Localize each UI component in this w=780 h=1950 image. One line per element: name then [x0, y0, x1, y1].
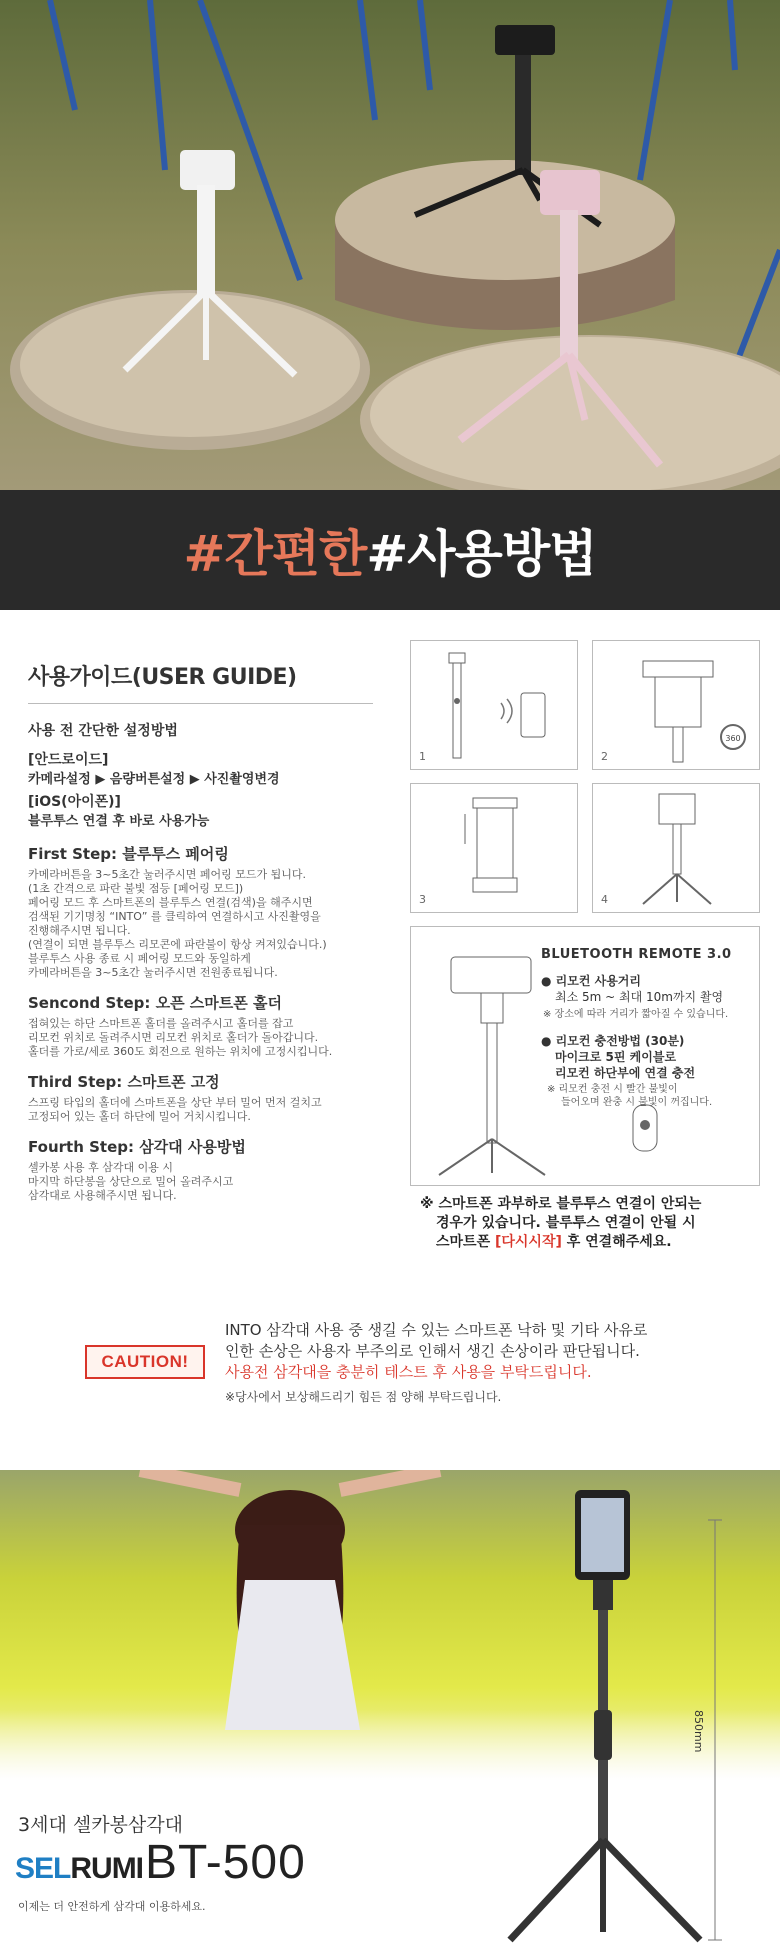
restart-highlight: [다시시작] — [494, 1234, 562, 1250]
caution-line-4: ※당사에서 보상해드리기 힘든 점 양해 부탁드립니다. — [225, 1390, 502, 1404]
caution-line-3: 사용전 삼각대을 충분히 테스트 후 사용을 부탁드립니다. — [225, 1363, 592, 1381]
step-line: 블루투스 사용 종료 시 페어링 모드와 동일하게 — [28, 952, 251, 965]
box-number: 3 — [419, 893, 426, 906]
android-steps: 카메라설정 ▶ 음량버튼설정 ▶ 사진촬영변경 — [28, 772, 280, 787]
title-hash: # — [183, 525, 225, 583]
user-guide — [28, 660, 373, 1203]
product-tagline: 이제는 더 안전하게 삼각대 이용하세요. — [18, 1900, 206, 1913]
charge-line-1: 마이크로 5핀 케이블로 — [555, 1050, 677, 1064]
hero-illustration — [0, 0, 780, 490]
range-note: ※ 장소에 따라 거리가 짧아질 수 있습니다. — [543, 1009, 729, 1020]
range-title: ● 리모컨 사용거리 — [541, 974, 641, 988]
caution-line-1: INTO 삼각대 사용 중 생길 수 있는 스마트폰 낙하 및 기타 사유로 — [225, 1321, 648, 1339]
usage-title-band — [0, 490, 780, 610]
step-line: (1초 간격으로 파란 불빛 점등 [페어링 모드]) — [28, 882, 244, 895]
step-title: Third Step: 스마트폰 고정 — [28, 1073, 220, 1091]
step-title: Fourth Step: 삼각대 사용방법 — [28, 1138, 246, 1156]
step-3 — [28, 1071, 373, 1124]
bluetooth-remote-box — [410, 926, 760, 1186]
diagram-box-3 — [410, 783, 578, 913]
pairing-diagram — [411, 641, 577, 769]
step-line: 리모컨 위치로 돌려주시면 리모컨 위치로 홀더가 돌아갑니다. — [28, 1031, 319, 1044]
bluetooth-note — [420, 1195, 760, 1252]
note-line-3: 스마트폰 [다시시작] 후 연결해주세요. — [436, 1234, 672, 1250]
note-line-2: 경우가 있습니다. 블루투스 연결이 안될 시 — [436, 1215, 696, 1231]
step-line: 접혀있는 하단 스마트폰 홀더를 올려주시고 홀더를 잡고 — [28, 1017, 294, 1030]
step-4 — [28, 1136, 373, 1203]
step-line: 스프링 타입의 홀더에 스마트폰을 상단 부터 밀어 먼저 걸치고 — [28, 1096, 322, 1109]
usage-title — [184, 514, 597, 586]
setup-title: 사용 전 간단한 설정방법 — [28, 723, 178, 739]
step-line: 홀더를 가로/세로 360도 회전으로 원하는 위치에 고정시킵니다. — [28, 1045, 333, 1058]
caution-badge: CAUTION! — [85, 1345, 205, 1379]
step-line: 검색된 기기명칭 “INTO” 를 클릭하여 연결하시고 사진촬영을 — [28, 910, 321, 923]
charge-note-1: ※ 리모컨 충전 시 빨간 불빛이 — [547, 1084, 678, 1095]
caution-text — [225, 1320, 755, 1407]
step-line: 셀카봉 사용 후 삼각대 이용 시 — [28, 1161, 173, 1174]
model-name: BT-500 — [145, 1836, 306, 1889]
step-line: 고정되어 있는 홀더 하단에 밀어 거치시킵니다. — [28, 1110, 251, 1123]
tripod-diagram — [593, 784, 759, 912]
product-name — [15, 1835, 306, 1890]
step-line: 페어링 모드 후 스마트폰의 블루투스 연결(검색)을 해주시면 — [28, 896, 313, 909]
box-number: 2 — [601, 750, 608, 763]
diagram-box-1 — [410, 640, 578, 770]
box-number: 4 — [601, 893, 608, 906]
step-line: 진행해주시면 됩니다. — [28, 924, 131, 937]
hero-photo — [0, 0, 780, 490]
ios-label: [iOS(아이폰)] — [28, 794, 121, 810]
bluetooth-title: BLUETOOTH REMOTE 3.0 — [541, 947, 732, 962]
charge-note-2: 들어오며 완충 시 불빛이 꺼집니다. — [561, 1097, 713, 1108]
product-subtitle: 3세대 셀카봉삼각대 — [18, 1814, 183, 1836]
charge-title: ● 리모컨 충전방법 (30분) — [541, 1034, 685, 1048]
step-title: Sencond Step: 오픈 스마트폰 홀더 — [28, 994, 282, 1012]
range-value: 최소 5m ~ 최대 10m까지 촬영 — [555, 990, 724, 1004]
phone-mount-diagram — [411, 784, 577, 912]
brand-part-1: SEL — [15, 1852, 71, 1885]
step-2 — [28, 992, 373, 1059]
title-highlight: 간편한 — [224, 525, 367, 583]
step-line: 카메라버튼을 3~5초간 눌러주시면 페어링 모드가 됩니다. — [28, 868, 306, 881]
step-line: (연결이 되면 블루투스 리모콘에 파란불이 항상 켜져있습니다.) — [28, 938, 327, 951]
caution-line-2: 인한 손상은 사용자 부주의로 인해서 생긴 손상이라 판단됩니다. — [225, 1342, 640, 1360]
height-label: 850mm — [692, 1710, 705, 1753]
diagram-box-4 — [592, 783, 760, 913]
brand-part-2: RUMI — [70, 1852, 144, 1885]
step-title: First Step: 블루투스 페어링 — [28, 845, 229, 863]
step-line: 마지막 하단봉을 상단으로 밀어 올려주시고 — [28, 1175, 234, 1188]
android-label: [안드로이드] — [28, 752, 109, 768]
step-line: 카메라버튼을 3~5초간 눌러주시면 전원종료됩니다. — [28, 966, 278, 979]
title-rest: #사용방법 — [366, 525, 597, 583]
box-number: 1 — [419, 750, 426, 763]
step-line: 삼각대로 사용해주시면 됩니다. — [28, 1189, 177, 1202]
ios-steps: 블루투스 연결 후 바로 사용가능 — [28, 814, 210, 829]
rotate-label: 360 — [725, 734, 741, 743]
charge-line-2: 리모컨 하단부에 연결 충전 — [555, 1066, 696, 1080]
guide-heading: 사용가이드(USER GUIDE) — [28, 660, 373, 704]
holder-diagram — [593, 641, 759, 769]
diagram-box-2 — [592, 640, 760, 770]
step-1 — [28, 843, 373, 980]
note-line-1: ※ 스마트폰 과부하로 블루투스 연결이 안되는 — [420, 1196, 702, 1212]
